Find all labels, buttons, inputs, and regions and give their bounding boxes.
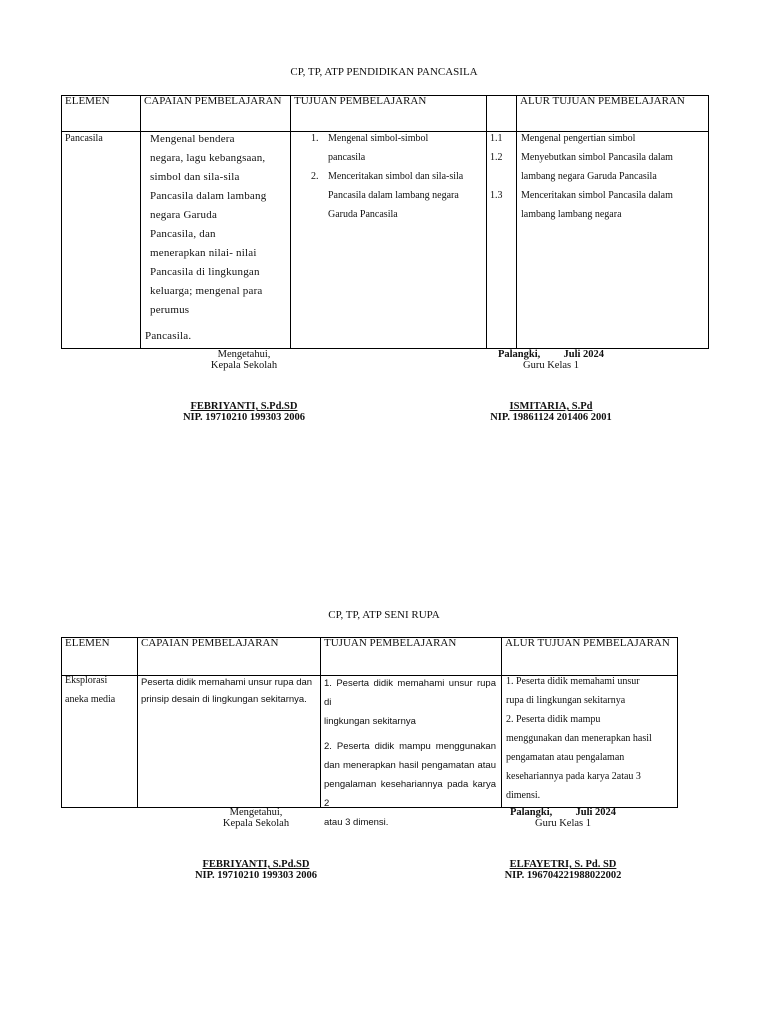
alur-num: 1.3	[490, 190, 503, 201]
sign-mengetahui: Mengetahui,	[217, 349, 271, 360]
alur-line: menggunakan dan menerapkan hasil	[506, 733, 652, 744]
tujuan-line: 1. Peserta didik memahami unsur rupa di	[324, 678, 496, 708]
sign-kepala-sekolah: Kepala Sekolah	[210, 360, 278, 371]
header-alur: ALUR TUJUAN PEMBELAJARAN	[520, 95, 685, 107]
tujuan-line: Garuda Pancasila	[328, 209, 398, 220]
cell-elemen: Pancasila	[65, 133, 103, 144]
alur-line: Menyebutkan simbol Pancasila dalam	[521, 152, 673, 163]
alur-line: lambang negara Garuda Pancasila	[521, 171, 657, 182]
sign-name: ELFAYETRI, S. Pd. SD	[509, 859, 617, 870]
tujuan-line: Menceritakan simbol dan sila-sila	[328, 171, 464, 182]
alur-line: 2. Peserta didik mampu	[506, 714, 601, 725]
cell-capaian	[141, 674, 319, 708]
header-alur: ALUR TUJUAN PEMBELAJARAN	[505, 637, 670, 649]
alur-line: pengamatan atau pengalaman	[506, 752, 625, 763]
tujuan-line: pengalaman kesehariannya pada karya 2	[324, 779, 496, 809]
alur-line: dimensi.	[506, 790, 541, 801]
capaian-line: prinsip desain di lingkungan sekitarnya.	[141, 694, 307, 705]
sign-nip: NIP. 196704221988022002	[504, 870, 622, 881]
tujuan-line: dan menerapkan hasil pengamatan atau	[324, 760, 496, 771]
alur-line: rupa di lingkungan sekitarnya	[506, 695, 626, 706]
header-capaian: CAPAIAN PEMBELAJARAN	[144, 95, 282, 107]
capaian-line: Pancasila, dan	[150, 228, 216, 240]
doc1-sign-left	[144, 349, 344, 423]
sign-role: Guru Kelas 1	[523, 360, 579, 371]
cell-alur	[506, 672, 676, 805]
tujuan-line: lingkungan sekitarnya	[324, 716, 416, 727]
header-elemen: ELEMEN	[65, 637, 110, 649]
header-elemen: ELEMEN	[65, 95, 110, 107]
elemen-line: Eksplorasi	[65, 675, 108, 686]
header-tujuan: TUJUAN PEMBELAJARAN	[294, 95, 427, 107]
doc1-table	[61, 95, 709, 349]
alur-line: kesehariannya pada karya 2atau 3	[506, 771, 641, 782]
sign-mengetahui: Mengetahui,	[229, 807, 283, 818]
sign-place-date	[463, 807, 663, 818]
alur-line: 1. Peserta didik memahami unsur	[506, 676, 640, 687]
sign-name: FEBRIYANTI, S.Pd.SD	[202, 859, 310, 870]
elemen-line: aneka media	[65, 694, 116, 705]
doc2-sign-right	[463, 807, 663, 881]
capaian-line: perumus	[150, 304, 190, 316]
sign-kepala-sekolah: Kepala Sekolah	[222, 818, 290, 829]
sign-nip: NIP. 19861124 201406 2001	[490, 412, 612, 423]
capaian-line: Pancasila dalam lambang	[150, 190, 267, 202]
sign-name: ISMITARIA, S.Pd	[509, 401, 593, 412]
sign-date: Juli 2024	[575, 807, 617, 818]
cell-tujuan	[290, 129, 486, 224]
tujuan-num: 2.	[311, 171, 319, 182]
sign-nip: NIP. 19710210 199303 2006	[194, 870, 318, 881]
doc2-title: CP, TP, ATP SENI RUPA	[328, 609, 440, 621]
alur-num	[490, 167, 516, 186]
capaian-last-line: Pancasila.	[145, 330, 192, 342]
tujuan-line: atau 3 dimensi.	[324, 817, 389, 828]
tujuan-line: pancasila	[328, 152, 366, 163]
tujuan-line: Pancasila dalam lambang negara	[328, 190, 459, 201]
cell-alur	[521, 129, 707, 224]
doc2-sign-left	[156, 807, 356, 881]
tujuan-line: Mengenal simbol-simbol	[328, 133, 429, 144]
capaian-line: keluarga; mengenal para	[150, 285, 263, 297]
tujuan-paragraph-1	[324, 674, 496, 731]
header-capaian: CAPAIAN PEMBELAJARAN	[141, 637, 279, 649]
capaian-line: Pancasila di lingkungan	[150, 266, 260, 278]
capaian-line: Peserta didik memahami unsur rupa dan	[141, 677, 313, 688]
alur-num: 1.1	[490, 133, 503, 144]
alur-line: Menceritakan simbol Pancasila dalam	[521, 190, 673, 201]
sign-place-date	[451, 349, 651, 360]
alur-line: Mengenal pengertian simbol	[521, 133, 636, 144]
capaian-line: simbol dan sila-sila	[150, 171, 240, 183]
cell-capaian	[150, 130, 290, 320]
alur-line: lambang lambang negara	[521, 209, 622, 220]
doc1-title: CP, TP, ATP PENDIDIKAN PANCASILA	[290, 66, 478, 78]
capaian-line: Mengenal bendera	[150, 133, 235, 145]
tujuan-line: 2. Peserta didik mampu menggunakan	[324, 741, 496, 752]
cell-elemen	[65, 671, 137, 709]
doc1-sign-right	[451, 349, 651, 423]
sign-nip: NIP. 19710210 199303 2006	[182, 412, 306, 423]
alur-num: 1.2	[490, 152, 503, 163]
header-tujuan: TUJUAN PEMBELAJARAN	[324, 637, 457, 649]
sign-date: Juli 2024	[563, 349, 605, 360]
sign-role: Guru Kelas 1	[535, 818, 591, 829]
cell-alur-nums	[490, 129, 516, 205]
sign-place: Palangki,	[509, 807, 553, 818]
tujuan-num: 1.	[311, 133, 319, 144]
sign-place: Palangki,	[497, 349, 541, 360]
capaian-line: negara Garuda	[150, 209, 218, 221]
capaian-line: negara, lagu kebangsaan,	[150, 152, 266, 164]
capaian-line: menerapkan nilai- nilai	[150, 247, 257, 259]
sign-name: FEBRIYANTI, S.Pd.SD	[190, 401, 298, 412]
